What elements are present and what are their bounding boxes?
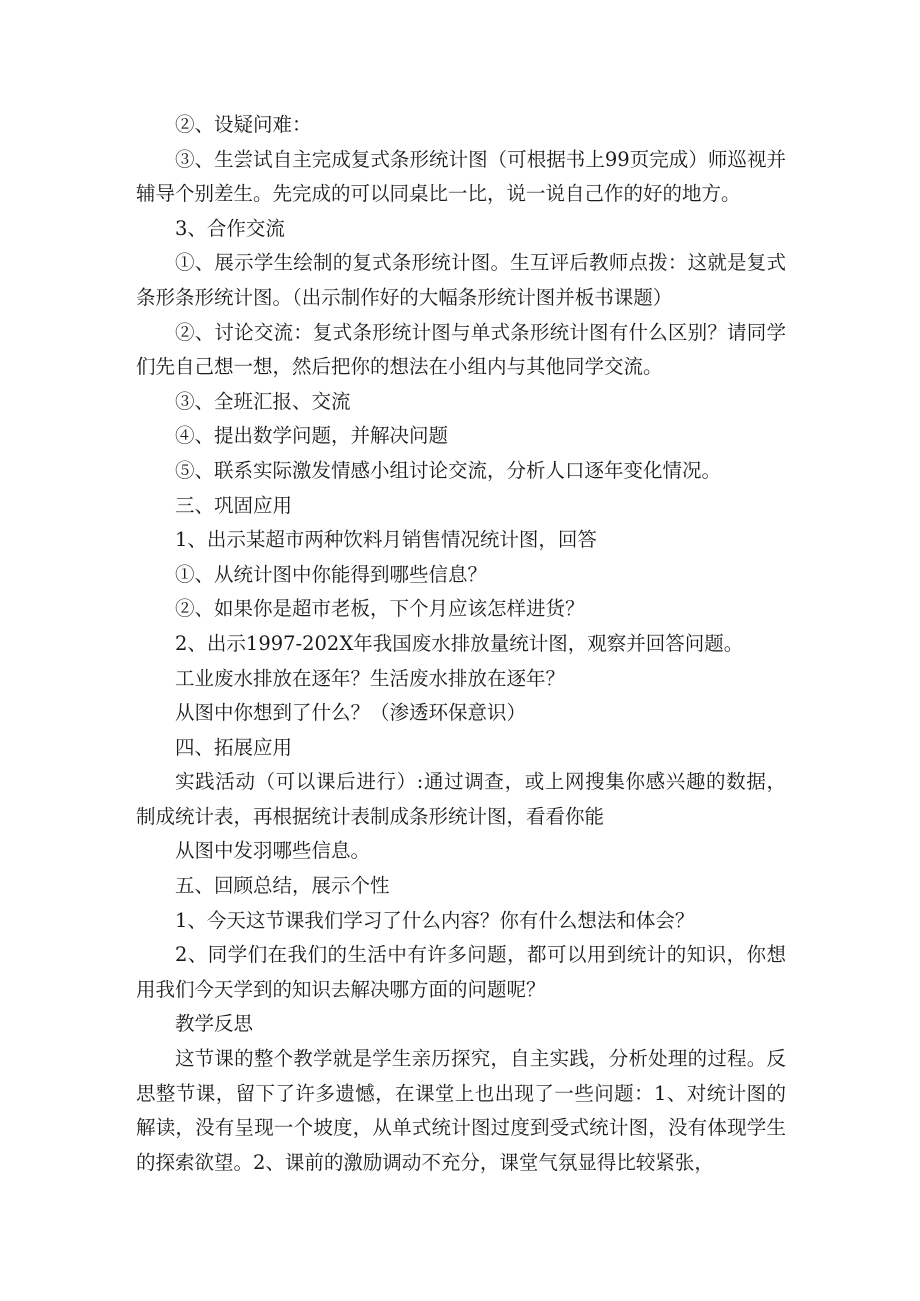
section-heading: 三、巩固应用 xyxy=(175,493,293,517)
paragraph: 这节课的整个教学就是学生亲历探究，自主实践，分析处理的过程。反思整节课，留下了许多遗憾，在课堂上也出现了一些问题：1、对统计图的解读，没有呈现一个坡度，从单式统计图过度到受式统计图，没有体现学生的探索欲望。2、课前的激励调动不充分，课堂气氛显得比较紧张， xyxy=(136,1047,786,1174)
paragraph: 2、同学们在我们的生活中有许多问题，都可以用到统计的知识，你想用我们今天学到的知识去解决哪方面的问题呢？ xyxy=(136,943,786,1001)
paragraph: 1、今天这节课我们学习了什么内容？你有什么想法和体会？ xyxy=(175,908,695,932)
paragraph: 1、出示某超市两种饮料月销售情况统计图，回答 xyxy=(175,528,597,552)
section-heading: 教学反思 xyxy=(175,1012,254,1036)
paragraph: ⑤、联系实际激发情感小组讨论交流，分析人口逐年变化情况。 xyxy=(175,458,722,482)
paragraph: ③、全班汇报、交流 xyxy=(175,389,351,413)
paragraph: 2、出示1997-202X年我国废水排放量统计图，观察并回答问题。 xyxy=(175,631,744,655)
paragraph: ①、从统计图中你能得到哪些信息？ xyxy=(175,562,488,586)
paragraph: ②、讨论交流：复式条形统计图与单式条形统计图有什么区别？请同学们先自己想一想，然后把你的想法在小组内与其他同学交流。 xyxy=(136,320,786,379)
paragraph: 从图中你想到了什么？（渗透环保意识） xyxy=(175,701,527,725)
paragraph: ①、展示学生绘制的复式条形统计图。生互评后教师点拨：这就是复式条形条形统计图。（出示制作好的大幅条形统计图并板书课题） xyxy=(136,251,786,309)
section-heading: 五、回顾总结，展示个性 xyxy=(175,874,390,898)
paragraph: 工业废水排放在逐年？生活废水排放在逐年？ xyxy=(175,666,566,690)
section-heading: 四、拓展应用 xyxy=(175,735,293,759)
paragraph: ②、如果你是超市老板，下个月应该怎样进货？ xyxy=(175,597,585,621)
document-body xyxy=(136,108,786,1180)
paragraph: ④、提出数学问题，并解决问题 xyxy=(175,424,449,448)
paragraph: ②、设疑问难： xyxy=(175,113,312,136)
paragraph: 从图中发羽哪些信息。 xyxy=(175,839,371,863)
paragraph: 实践活动（可以课后进行）:通过调查，或上网搜集你感兴趣的数据，制成统计表，再根据统计表制成条形统计图，看看你能 xyxy=(136,770,786,828)
paragraph: ③、生尝试自主完成复式条形统计图（可根据书上99页完成）师巡视并辅导个别差生。先完成的可以同桌比一比，说一说自己作的好的地方。 xyxy=(136,147,786,206)
section-heading: 3、合作交流 xyxy=(175,216,285,240)
